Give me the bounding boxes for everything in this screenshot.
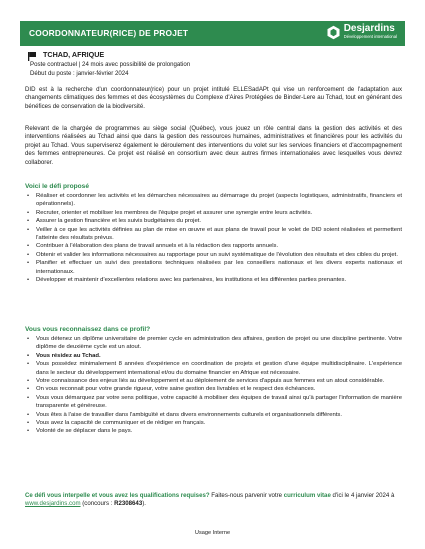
logo-subtitle: Développement international [343, 34, 397, 39]
challenge-title: Voici le défi proposé [25, 183, 89, 190]
job-title: COORDONNATEUR(RICE) DE PROJET [29, 28, 189, 38]
logo-name: Desjardins [343, 23, 395, 34]
list-item: • Assurer la gestion financière et les suivis budgétaires du projet. [25, 217, 402, 225]
list-item: • Vous détenez un diplôme universitaire de premier cycle en administration des affaires, gestion de projet ou une discipline pertinente. Votre diplôme de deuxième cycle est un atout. [25, 335, 402, 352]
desjardins-logo [326, 24, 397, 40]
profile-title: Vous vous reconnaissez dans ce profil? [25, 326, 151, 333]
closing-text: ). [142, 500, 146, 508]
list-item: • Vous résidez au Tchad. [25, 352, 402, 360]
challenge-list [25, 192, 402, 284]
list-item: • Obtenir et valider les informations nécessaires au rapportage pour un suivi systématique de l'évolution des résultats et des cibles du projet. [25, 251, 402, 259]
list-item: • Votre connaissance des enjeux liés au développement et au déploiement de services d'appuis aux femmes est un atout considérable. [25, 377, 402, 385]
list-item: • Développer et maintenir d'excellentes relations avec les partenaires, les institutions et les différentes parties prenantes. [25, 276, 402, 284]
closing-text: Faites-nous parvenir votre [209, 492, 284, 499]
list-item: • Réaliser et coordonner les activités et les démarches nécessaires au démarrage du projet (aspects logistiques, administratifs, financiers et opérationnels). [25, 192, 402, 209]
list-item: • On vous reconnait pour votre grande rigueur, votre saine gestion des livrables et le respect des échéances. [25, 385, 402, 393]
list-item: • Vous avez la capacité de communiquer et de rédiger en français. [25, 419, 402, 427]
list-item: • Vous possédez minimalement 8 années d'expérience en coordination de projets et gestion d'une équipe multidisciplinaire. L'expérience dans le secteur du développement international et/ou du domaine financier en Afrique est nécessaire. [25, 360, 402, 377]
location-name: TCHAD, AFRIQUE [43, 50, 105, 59]
list-item: • Vous vous démarquez par votre sens politique, votre capacité à mobiliser des équipes de travail ainsi qu'à partager l'information de manière transparente et généreuse. [25, 394, 402, 411]
closing-question: Ce défi vous interpelle et vous avez les qualifications requises? [25, 492, 210, 499]
contest-number: R2308643 [114, 500, 143, 508]
closing-text: d'ici le 4 janvier 2024 à [330, 492, 395, 499]
closing-text: (concours : [80, 500, 115, 508]
list-item: • Contribuer à l'élaboration des plans de travail annuels et à la rédaction des rapports annuels. [25, 242, 402, 250]
list-item: • Vous êtes à l'aise de travailler dans l'ambiguïté et dans divers environnements culturels et organisationnels différents. [25, 411, 402, 419]
desjardins-link[interactable]: www.desjardins.com [25, 500, 81, 508]
list-item: • Volonté de se déplacer dans le pays. [25, 427, 402, 435]
cv-label: curriculum vitae [283, 492, 331, 499]
list-item: • Recruter, orienter et mobiliser les membres de l'équipe projet et assurer une synergie entre leurs activités. [25, 209, 402, 217]
list-item: • Veiller à ce que les activités définies au plan de mise en œuvre et aux plans de travail pour le volet de DID soient réalisées et permettent l'atteinte des résultats prévus. [25, 226, 402, 243]
contract-info: Poste contractuel | 24 mois avec possibilité de prolongation [30, 61, 191, 68]
intro-paragraph-2: Relevant de la chargée de programmes au siège social (Québec), vous jouez un rôle central dans la gestion des activités et des interventions réalisées au Tchad ainsi que dans la gestion des ressources humaines, administratives et financières pour les activités du projet au Tchad. Vous superviserez également le déroulement des interventions du volet sur les services financiers et d'accompagnement des femmes entrepreneures. Ce projet est réalisé en consortium avec deux autres firmes internationales avec lesquelles vous devrez collaborer. [25, 125, 402, 166]
footer-label: Usage Interne [194, 530, 231, 536]
profile-list [25, 335, 402, 436]
list-item: • Planifier et effectuer un suivi des prestations techniques réalisées par les conseillers nationaux et les divers experts nationaux et internationaux. [25, 259, 402, 276]
flag-icon [28, 52, 36, 61]
start-date: Début du poste : janvier-février 2024 [30, 70, 129, 77]
closing-paragraph [25, 492, 402, 509]
hexagon-logo-icon [326, 25, 341, 40]
header-banner [20, 21, 405, 46]
intro-paragraph-1: DID est à la recherche d'un coordonnateur(rice) pour un projet intitulé ELLESadAPt qui vise un renforcement de l'adaptation aux changements climatiques des femmes et des écosystèmes du Complexe d'Aires Protégées de Binder-Lere au Tchad, tout en générant des bénéfices de conservation de la biodiversité. [25, 86, 402, 110]
